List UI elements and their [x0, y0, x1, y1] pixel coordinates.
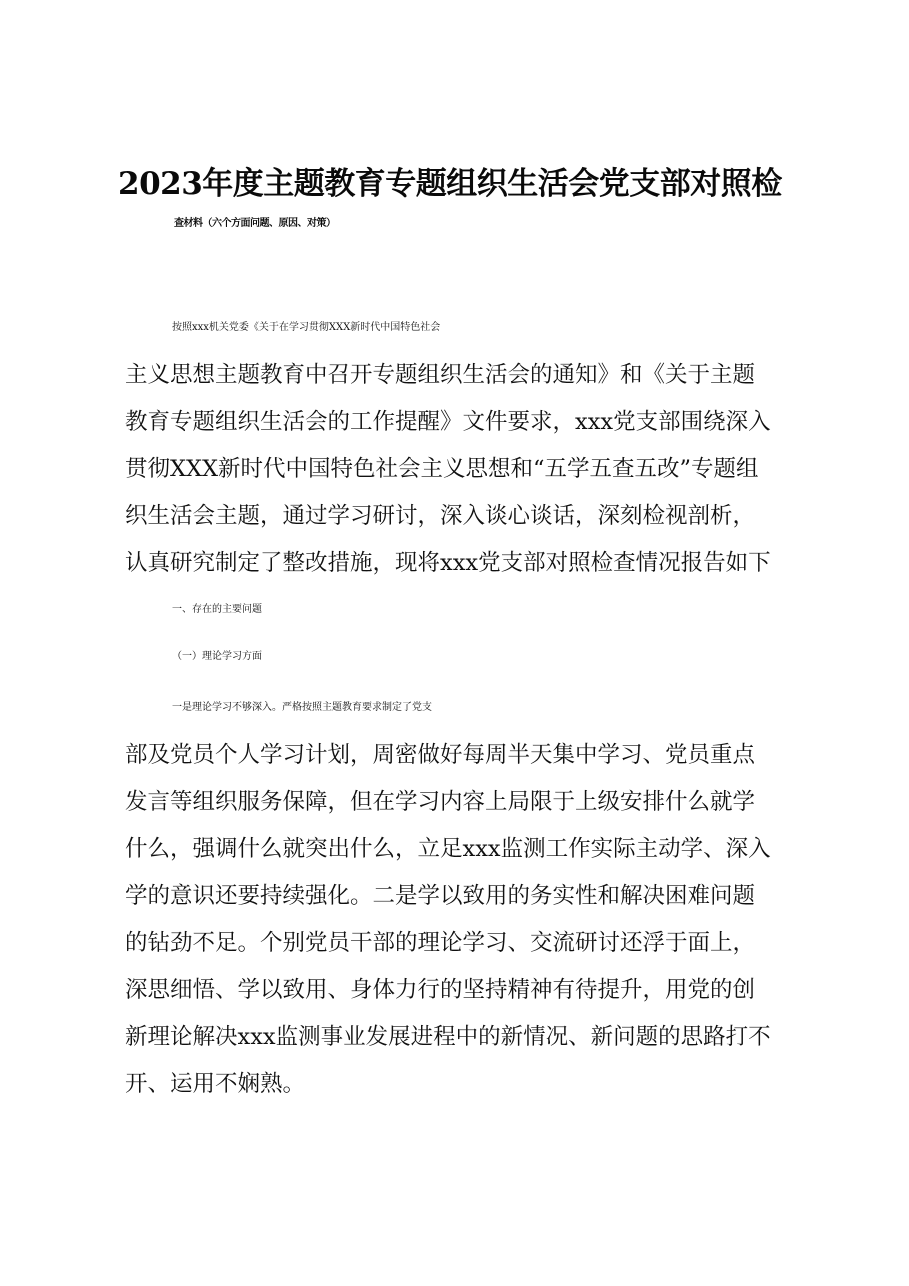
paragraph-1-line-3: 教育专题组织生活会的工作提醒》文件要求，xxx党支部围绕深入	[125, 409, 771, 435]
paragraph-2-line-3: 发言等组织服务保障，但在学习内容上局限于上级安排什么就学	[125, 789, 756, 815]
paragraph-2-line-9: 开、运用不娴熟。	[125, 1071, 306, 1097]
paragraph-1-line-4: 贯彻XXX新时代中国特色社会主义思想和“五学五查五改”专题组	[125, 456, 759, 482]
paragraph-2-line-6: 的钻劲不足。个别党员干部的理论学习、交流研讨还浮于面上，	[125, 930, 756, 956]
paragraph-1-line-6: 认真研究制定了整改措施，现将xxx党支部对照检查情况报告如下	[125, 550, 771, 576]
document-title-line-1: 2023年度主题教育专题组织生活会党支部对照检	[118, 166, 782, 202]
paragraph-2-line-5: 学的意识还要持续强化。二是学以致用的务实性和解决困难问题	[125, 883, 756, 909]
section-heading-1: 一、存在的主要问题	[172, 604, 262, 615]
paragraph-2-line-7: 深思细悟、学以致用、身体力行的坚持精神有待提升，用党的创	[125, 977, 756, 1003]
section-heading-2: （一）理论学习方面	[172, 651, 262, 662]
paragraph-2-line-8: 新理论解决xxx监测事业发展进程中的新情况、新问题的思路打不	[125, 1024, 771, 1050]
paragraph-2-line-2: 部及党员个人学习计划，周密做好每周半天集中学习、党员重点	[125, 742, 756, 768]
paragraph-1-line-1: 按照xxx机关党委《关于在学习贯彻XXX新时代中国特色社会	[172, 322, 441, 333]
paragraph-1-line-2: 主义思想主题教育中召开专题组织生活会的通知》和《关于主题	[125, 362, 756, 388]
paragraph-2-line-1: 一是理论学习不够深入。严格按照主题教育要求制定了党支	[172, 702, 432, 713]
document-title-line-2: 查材料（六个方面问题、原因、对策）	[174, 218, 336, 229]
paragraph-1-line-5: 织生活会主题，通过学习研讨，深入谈心谈话，深刻检视剖析，	[125, 503, 756, 529]
paragraph-2-line-4: 什么，强调什么就突出什么，立足xxx监测工作实际主动学、深入	[125, 836, 771, 862]
